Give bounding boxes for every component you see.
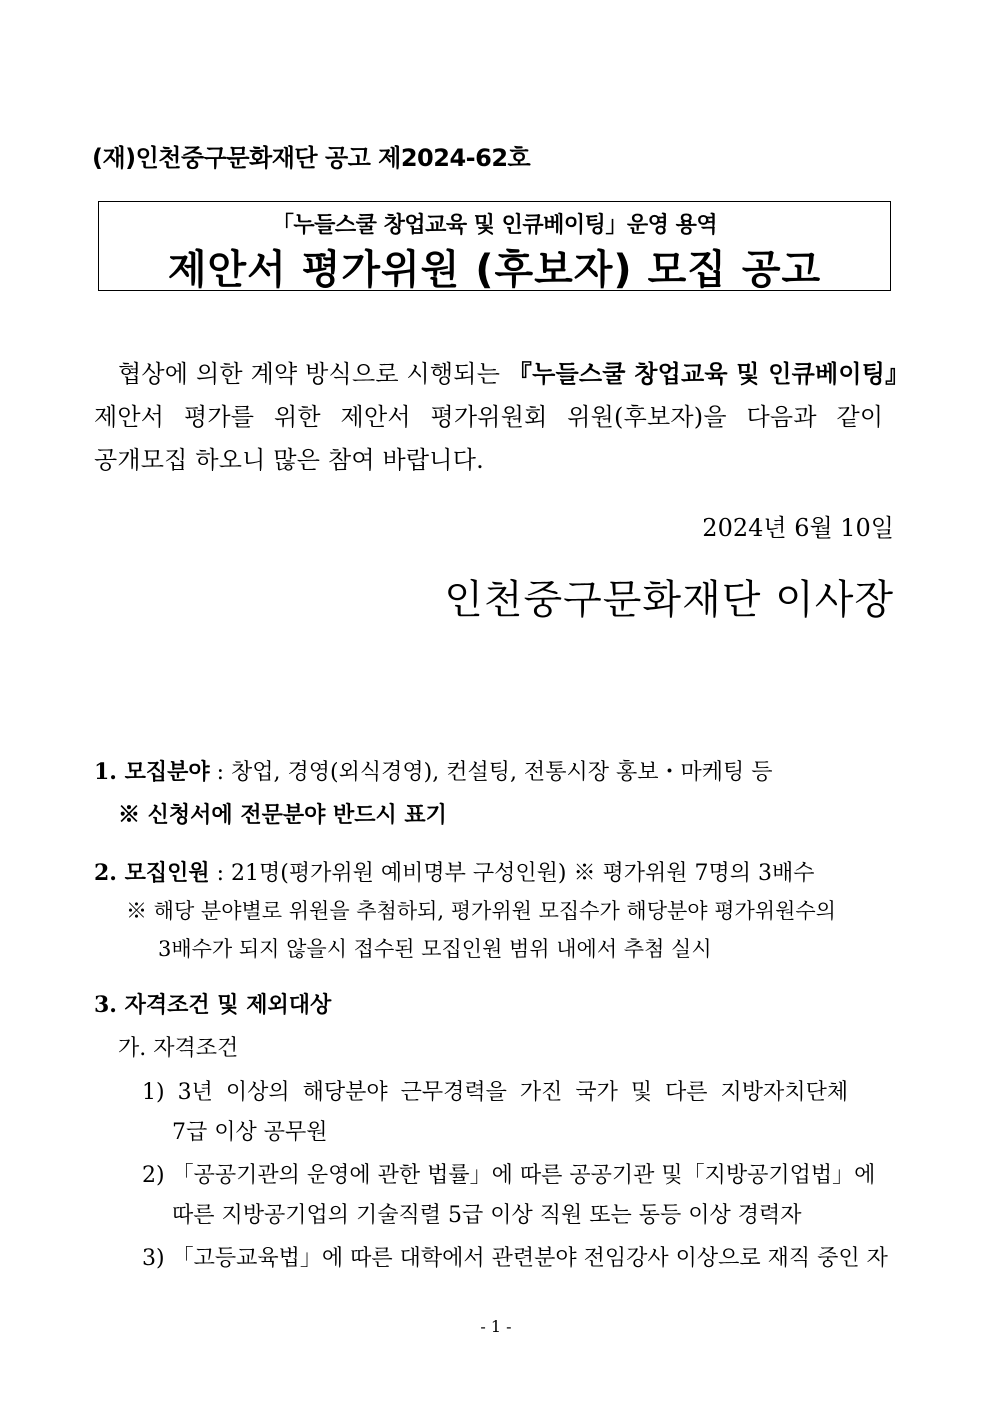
section-2-body: : 21명(평가위원 예비명부 구성인원) ※ 평가위원 7명의 3배수 (209, 861, 815, 886)
title-subtitle: 「누들스쿨 창업교육 및 인큐베이팅」운영 용역 (271, 213, 718, 238)
section-2-note-line-2: 3배수가 되지 않을시 접수된 모집인원 범위 내에서 추첨 실시 (158, 937, 712, 961)
page-number: - 1 - (480, 1317, 512, 1336)
title-main: 제안서 평가위원 (후보자) 모집 공고 (167, 247, 822, 293)
title-box (98, 201, 891, 291)
section-3-heading: 3. 자격조건 및 제외대상 (94, 992, 332, 1018)
section-3-sub-a: 가. 자격조건 (118, 1036, 239, 1061)
section-3-item-2-line-1: 2) 「공공기관의 운영에 관한 법률」에 따른 공공기관 및「지방공기업법」에 (142, 1163, 876, 1188)
section-2-note-line-1: ※ 해당 분야별로 위원을 추첨하되, 평가위원 모집수가 해당분야 평가위원수의 (126, 899, 836, 923)
section-3-item-1-line-2: 7급 이상 공무원 (172, 1120, 328, 1145)
section-1-note: ※ 신청서에 전문분야 반드시 표기 (118, 802, 447, 828)
section-2 (94, 856, 814, 887)
section-1 (94, 755, 772, 786)
notice-number: (재)인천중구문화재단 공고 제2024-62호 (92, 144, 531, 172)
issuer: 인천중구문화재단 이사장 (444, 577, 894, 623)
intro-line-1-text: 협상에 의한 계약 방식으로 시행되는 (118, 360, 508, 388)
section-1-body: : 창업, 경영(외식경영), 컨설팅, 전통시장 홍보・마케팅 등 (209, 760, 773, 785)
section-3-item-2-line-2: 따른 지방공기업의 기술직렬 5급 이상 직원 또는 동등 이상 경력자 (172, 1203, 802, 1228)
section-2-heading: 2. 모집인원 (94, 860, 210, 886)
notice-date: 2024년 6월 10일 (702, 514, 894, 542)
section-3-item-1-line-1: 1) 3년 이상의 해당분야 근무경력을 가진 국가 및 다른 지방자치단체 (142, 1080, 849, 1105)
intro-line-1 (118, 354, 909, 389)
section-1-heading: 1. 모집분야 (94, 759, 210, 785)
section-3-item-3-line-1: 3) 「고등교육법」에 따른 대학에서 관련분야 전임강사 이상으로 재직 중인 자 (142, 1246, 888, 1271)
intro-line-3: 공개모집 하오니 많은 참여 바랍니다. (94, 446, 484, 474)
intro-line-2: 제안서 평가를 위한 제안서 평가위원회 위원(후보자)을 다음과 같이 (94, 403, 884, 431)
project-name: 『누들스쿨 창업교육 및 인큐베이팅』 (507, 359, 910, 388)
